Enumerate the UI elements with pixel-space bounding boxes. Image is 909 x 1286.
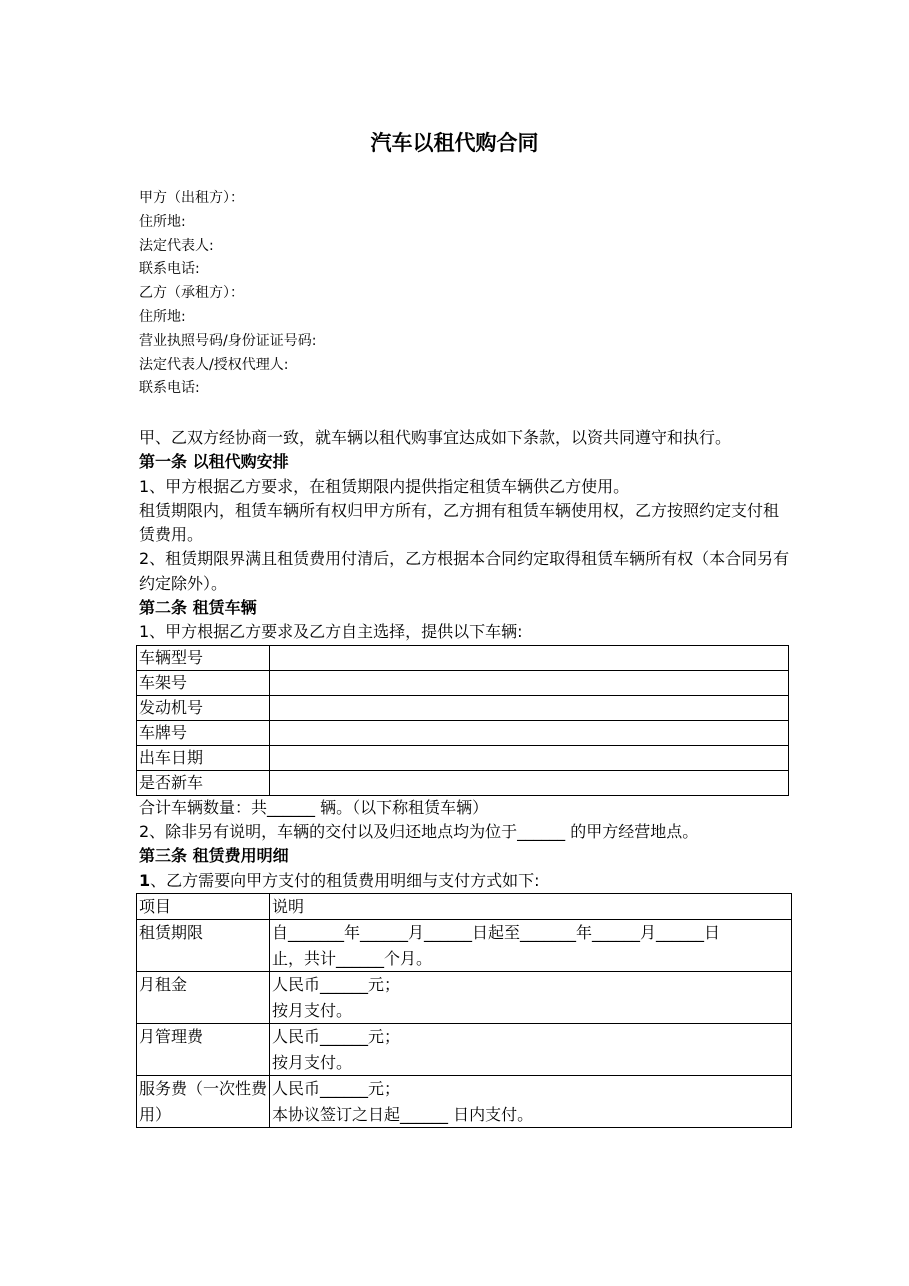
lease-term-value bbox=[270, 920, 792, 972]
contract-body bbox=[139, 426, 791, 1128]
table-row bbox=[137, 920, 792, 972]
article-3-item-1 bbox=[139, 869, 791, 893]
plate-number-value bbox=[270, 720, 789, 745]
management-fee-line-2: 按月支付。 bbox=[272, 1052, 353, 1072]
table-row bbox=[137, 1076, 792, 1128]
plate-number-label: 车牌号 bbox=[137, 720, 270, 745]
service-fee-value bbox=[270, 1076, 792, 1128]
table-row bbox=[137, 720, 789, 745]
management-fee-value bbox=[270, 1024, 792, 1076]
new-car-label: 是否新车 bbox=[137, 770, 270, 795]
article-2-item-2: 2、除非另有说明，车辆的交付以及归还地点均为位于______ 的甲方经营地点。 bbox=[139, 821, 699, 841]
party-a-address: 住所地: bbox=[139, 213, 186, 230]
contract-title: 汽车以租代购合同 bbox=[370, 131, 539, 155]
item-number: 1 bbox=[139, 870, 151, 890]
article-1-item-1: 1、甲方根据乙方要求，在租赁期限内提供指定租赁车辆供乙方使用。 bbox=[139, 476, 630, 496]
intro-paragraph: 甲、乙双方经协商一致，就车辆以租代购事宜达成如下条款，以资共同遵守和执行。 bbox=[139, 428, 732, 447]
party-b-label: 乙方（承租方）： bbox=[139, 285, 244, 302]
article-3-heading: 第三条 租赁费用明细 bbox=[139, 846, 289, 866]
engine-number-value bbox=[270, 695, 789, 720]
vehicle-model-value bbox=[270, 645, 789, 670]
party-b-representative: 法定代表人/授权代理人: bbox=[139, 356, 289, 373]
table-row bbox=[137, 645, 789, 670]
dispatch-date-label: 出车日期 bbox=[137, 745, 270, 770]
frame-number-value bbox=[270, 670, 789, 695]
monthly-rent-line-1: 人民币______元； bbox=[272, 975, 401, 995]
management-fee-line-1: 人民币______元； bbox=[272, 1027, 401, 1047]
lease-term-line-2: 止，共计______个月。 bbox=[272, 948, 433, 968]
party-a-phone: 联系电话: bbox=[139, 261, 200, 278]
fee-table bbox=[136, 893, 792, 1129]
table-row bbox=[137, 745, 789, 770]
table-row bbox=[137, 1024, 792, 1076]
vehicle-model-label: 车辆型号 bbox=[137, 645, 270, 670]
article-2-item-1: 1、甲方根据乙方要求及乙方自主选择，提供以下车辆: bbox=[139, 622, 523, 642]
service-fee-line-1: 人民币______元； bbox=[272, 1079, 401, 1099]
new-car-value bbox=[270, 770, 789, 795]
table-header-row bbox=[137, 893, 792, 920]
party-b-phone: 联系电话: bbox=[139, 380, 200, 397]
article-1-item-2: 2、租赁期限界满且租赁费用付清后，乙方根据本合同约定取得租赁车辆所有权（本合同另有约定除外）。 bbox=[139, 549, 790, 593]
table-row bbox=[137, 695, 789, 720]
article-1-heading: 第一条 以租代购安排 bbox=[139, 452, 289, 472]
article-1-paragraph: 租赁期限内，租赁车辆所有权归甲方所有，乙方拥有租赁车辆使用权，乙方按照约定支付租赁费用。 bbox=[139, 500, 780, 545]
article-2-heading: 第二条 租赁车辆 bbox=[139, 598, 257, 618]
dispatch-date-value bbox=[270, 745, 789, 770]
service-fee-label: 服务费（一次性费用） bbox=[137, 1076, 270, 1128]
monthly-rent-label: 月租金 bbox=[137, 972, 270, 1024]
monthly-rent-line-2: 按月支付。 bbox=[272, 1000, 353, 1020]
vehicle-table bbox=[136, 645, 789, 796]
fee-header-description: 说明 bbox=[270, 893, 792, 920]
vehicle-count-line: 合计车辆数量：共______ 辆。（以下称租赁车辆） bbox=[139, 797, 489, 817]
party-a-representative: 法定代表人: bbox=[139, 237, 214, 254]
table-row bbox=[137, 770, 789, 795]
lease-term-line-1: 自_______年______月______日起至_______年______月______日 bbox=[272, 923, 721, 943]
party-b-license-id: 营业执照号码/身份证证号码: bbox=[139, 332, 317, 349]
engine-number-label: 发动机号 bbox=[137, 695, 270, 720]
lease-term-label: 租赁期限 bbox=[137, 920, 270, 972]
party-a-label: 甲方（出租方）： bbox=[139, 190, 244, 206]
party-info bbox=[139, 187, 316, 401]
service-fee-line-2: 本协议签订之日起______ 日内支付。 bbox=[272, 1104, 534, 1124]
table-row bbox=[137, 972, 792, 1024]
frame-number-label: 车架号 bbox=[137, 670, 270, 695]
management-fee-label: 月管理费 bbox=[137, 1024, 270, 1076]
fee-header-item: 项目 bbox=[137, 893, 270, 920]
item-text: 、乙方需要向甲方支付的租赁费用明细与支付方式如下: bbox=[150, 870, 540, 890]
monthly-rent-value bbox=[270, 972, 792, 1024]
party-b-address: 住所地: bbox=[139, 308, 186, 325]
table-row bbox=[137, 670, 789, 695]
